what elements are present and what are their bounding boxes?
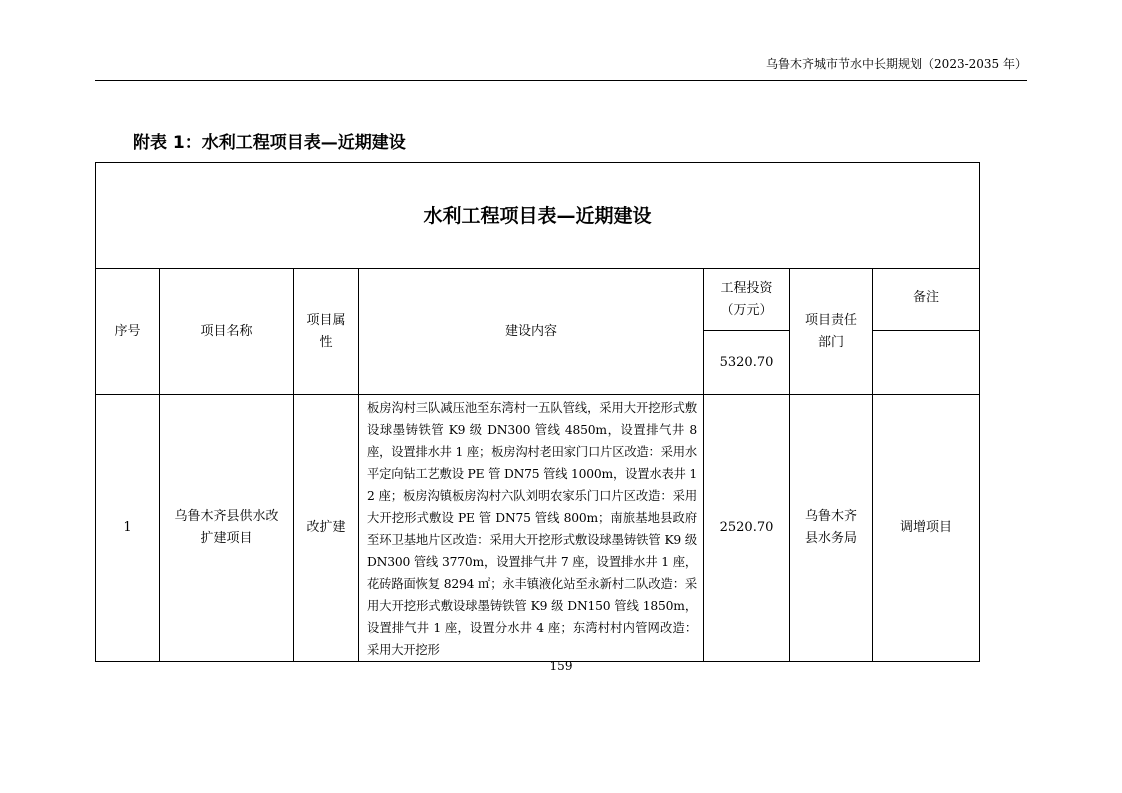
column-header-remark: 备注: [873, 269, 980, 331]
row-responsible-department: 乌鲁木齐县水务局: [790, 395, 873, 662]
row-project-name: 乌鲁木齐县供水改扩建项目: [160, 395, 294, 662]
total-investment: 5320.70: [704, 331, 790, 395]
appendix-title: 附表 1：水利工程项目表—近期建设: [133, 133, 406, 153]
column-header-content: 建设内容: [359, 269, 704, 395]
row-construction-content: 板房沟村三队减压池至东湾村一五队管线，采用大开挖形式敷设球墨铸铁管 K9 级 DN300 管线 4850m，设置排气井 8 座，设置排水井 1 座；板房沟村老田家门口片区改造：采用水平定向钻工艺敷设 PE 管 DN75 管线 1000m，设置水表井 12 座；板房沟镇板房沟村六队刘明农家乐门口片区改造：采用大开挖形式敷设 PE 管 DN75 管线 800m；南旅基地县政府至环卫基地片区改造：采用大开挖形式敷设球墨铸铁管 K9 级 DN300 管线 3770m，设置排气井 7 座，设置排水井 1 座，花砖路面恢复 8294 ㎡；永丰镇液化站至永新村二队改造：采用大开挖形式敷设球墨铸铁管 K9 级 DN150 管线 1850m，设置排气井 1 座，设置分水井 4 座；东湾村村内管网改造：采用大开挖形: [359, 395, 704, 662]
row-index: 1: [96, 395, 160, 662]
row-investment: 2520.70: [704, 395, 790, 662]
column-header-name: 项目名称: [160, 269, 294, 395]
header-row-1: [96, 269, 980, 331]
project-table: [95, 162, 980, 662]
table-title-row: [96, 163, 980, 269]
document-title: 乌鲁木齐城市节水中长期规划（2023-2035 年）: [766, 57, 1027, 71]
running-header: [95, 56, 1027, 81]
row-remark: 调增项目: [873, 395, 980, 662]
column-header-investment: 工程投资（万元）: [704, 269, 790, 331]
column-header-attribute: 项目属性: [294, 269, 359, 395]
column-header-index: 序号: [96, 269, 160, 395]
row-project-attribute: 改扩建: [294, 395, 359, 662]
table-row: [96, 395, 980, 662]
table-title: 水利工程项目表—近期建设: [96, 163, 980, 269]
page-number: 159: [549, 659, 573, 673]
remark-total-cell: [873, 331, 980, 395]
column-header-department: 项目责任部门: [790, 269, 873, 395]
